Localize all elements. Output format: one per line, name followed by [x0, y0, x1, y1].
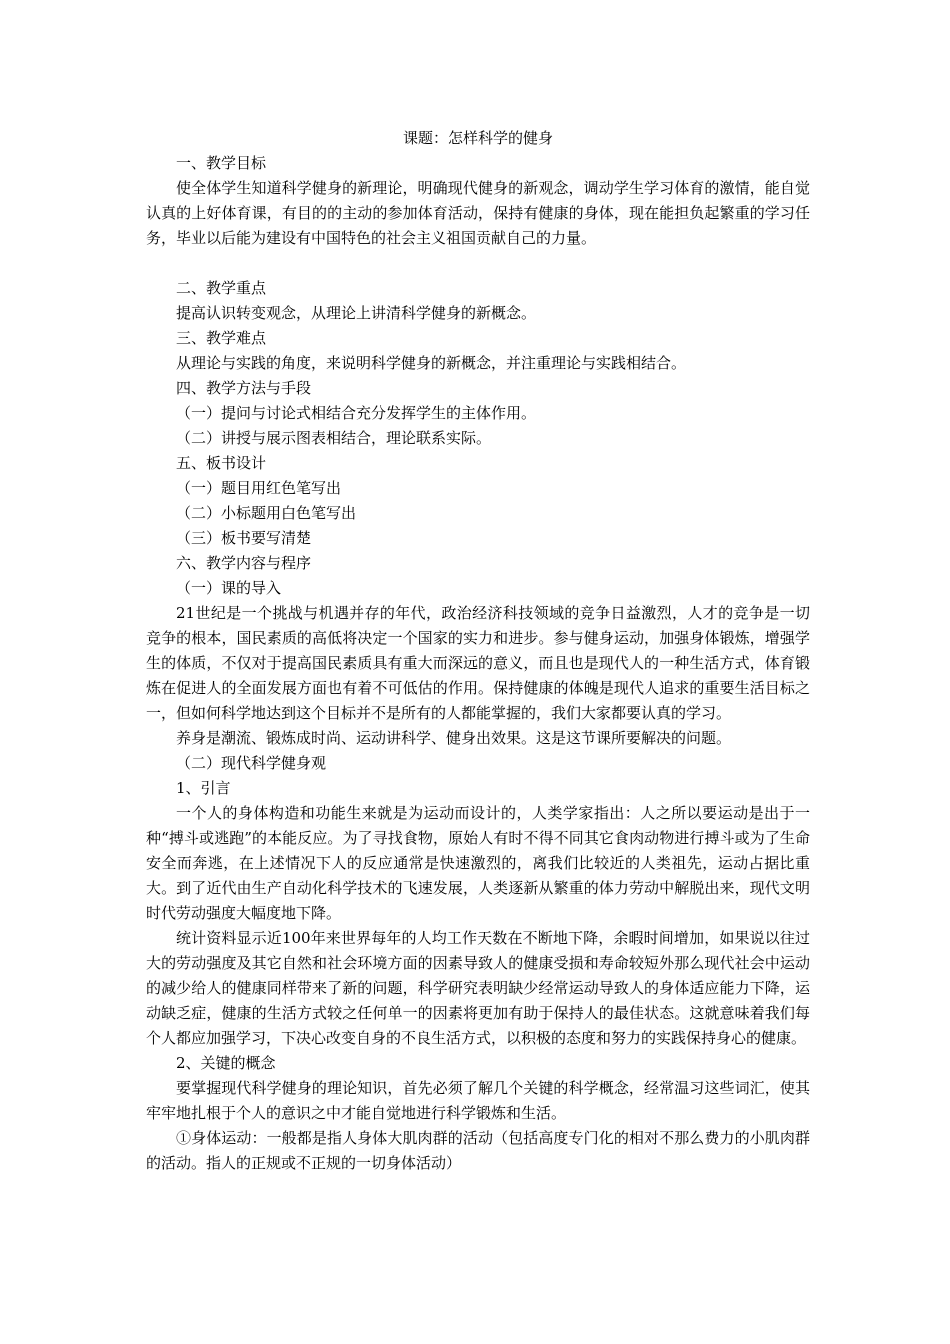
blank-line: [146, 251, 810, 276]
paragraph-key-points: 提高认识转变观念，从理论上讲清科学健身的新概念。: [176, 304, 537, 322]
section-heading-content: 六、教学内容与程序: [176, 554, 312, 572]
list-item: （一）提问与讨论式相结合充分发挥学生的主体作用。: [176, 404, 537, 422]
list-item: （三）板书要写清楚: [176, 529, 312, 547]
paragraph-physical-activity: ①身体运动：一般都是指人身体大肌肉群的活动（包括高度专门化的相对不那么费力的小肌肉群的活动。指人的正规或不正规的一切身体活动）: [146, 1129, 810, 1172]
subheading-key-concepts: 2、关键的概念: [176, 1054, 276, 1072]
section-heading-key-points: 二、教学重点: [176, 279, 267, 297]
paragraph-problem-statement: 养身是潮流、锻炼成时尚、运动讲科学、健身出效果。这是这节课所要解决的问题。: [176, 729, 732, 747]
paragraph-key-concepts: 要掌握现代科学健身的理论知识，首先必须了解几个关键的科学概念，经常温习这些词汇，使其牢牢地扎根于个人的意识之中才能自觉地进行科学锻炼和生活。: [146, 1079, 810, 1122]
list-item: （二）小标题用白色笔写出: [176, 504, 357, 522]
document-page: [146, 126, 810, 1176]
list-item: （一）题目用红色笔写出: [176, 479, 342, 497]
paragraph-objectives: 使全体学生知道科学健身的新理论，明确现代健身的新观念，调动学生学习体育的激情，能自觉认真的上好体育课，有目的的主动的参加体育活动，保持有健康的身体，现在能担负起繁重的学习任务，毕业以后能为建设有中国特色的社会主义祖国贡献自己的力量。: [146, 179, 810, 247]
document-title: 课题：怎样科学的健身: [402, 129, 553, 147]
section-heading-objectives: 一、教学目标: [176, 154, 267, 172]
section-heading-difficulties: 三、教学难点: [176, 329, 267, 347]
subheading-preface: 1、引言: [176, 779, 231, 797]
subheading-modern-fitness: （二）现代科学健身观: [176, 754, 327, 772]
paragraph-preface-2: 统计资料显示近100年来世界每年的人均工作天数在不断地下降，余暇时间增加，如果说以往过大的劳动强度及其它自然和社会环境方面的因素导致人的健康受损和寿命较短外那么现代社会中运动的减少给人的健康同样带来了新的问题，科学研究表明缺少经常运动导致人的身体适应能力下降，运动缺乏症，健康的生活方式较之任何单一的因素将更加有助于保持人的最佳状态。这就意味着我们每个人都应加强学习，下决心改变自身的不良生活方式，以积极的态度和努力的实践保持身心的健康。: [146, 929, 810, 1047]
subheading-introduction: （一）课的导入: [176, 579, 282, 597]
list-item: （二）讲授与展示图表相结合，理论联系实际。: [176, 429, 492, 447]
section-heading-methods: 四、教学方法与手段: [176, 379, 312, 397]
paragraph-preface-1: 一个人的身体构造和功能生来就是为运动而设计的，人类学家指出：人之所以要运动是出于一种“搏斗或逃跑”的本能反应。为了寻找食物，原始人有时不得不同其它食肉动物进行搏斗或为了生命安全而奔逃，在上述情况下人的反应通常是快速激烈的，离我们比较近的人类祖先，运动占据比重大。到了近代由生产自动化科学技术的飞速发展，人类逐新从繁重的体力劳动中解脱出来，现代文明时代劳动强度大幅度地下降。: [146, 804, 810, 922]
paragraph-introduction: 21世纪是一个挑战与机遇并存的年代，政治经济科技领域的竞争日益激烈，人才的竞争是一切竞争的根本，国民素质的高低将决定一个国家的实力和进步。参与健身运动，加强身体锻炼，增强学生的体质，不仅对于提高国民素质具有重大而深远的意义，而且也是现代人的一种生活方式，体育锻炼在促进人的全面发展方面也有着不可低估的作用。保持健康的体魄是现代人追求的重要生活目标之一，但如何科学地达到这个目标并不是所有的人都能掌握的，我们大家都要认真的学习。: [146, 604, 810, 722]
section-heading-board-design: 五、板书设计: [176, 454, 267, 472]
paragraph-difficulties: 从理论与实践的角度，来说明科学健身的新概念，并注重理论与实践相结合。: [176, 354, 687, 372]
